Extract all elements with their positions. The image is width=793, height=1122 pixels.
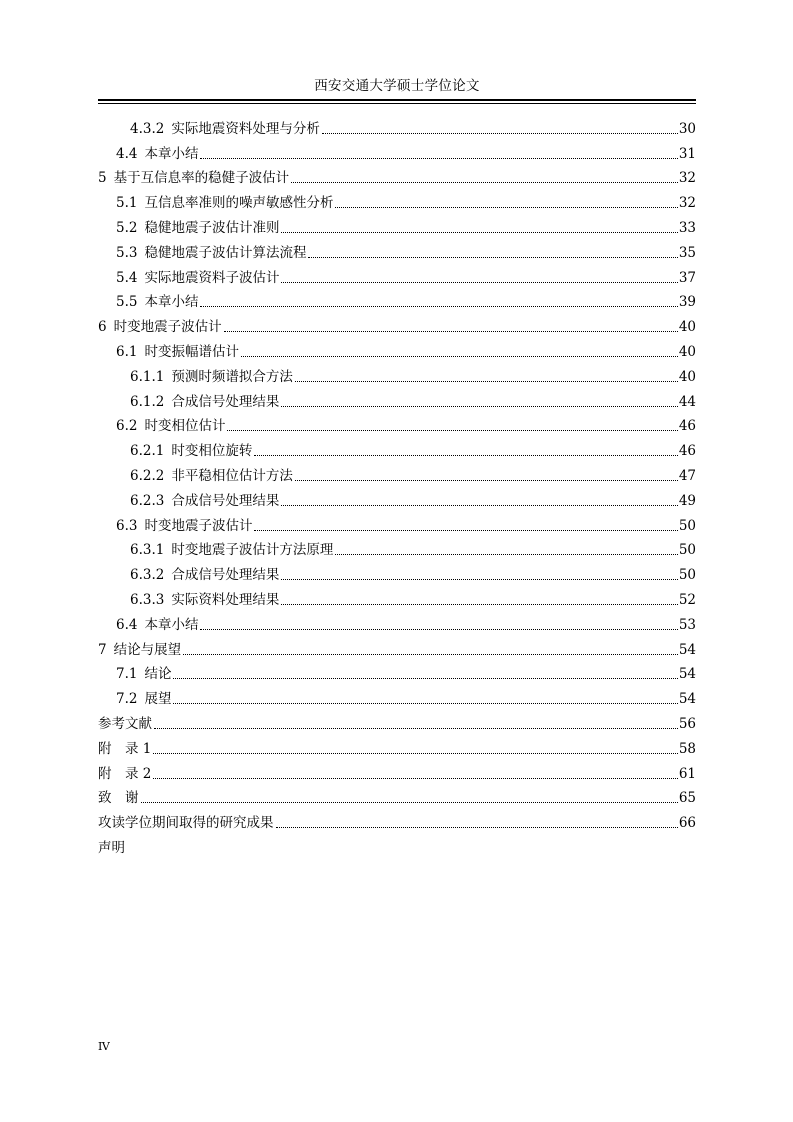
toc-entry-title: 攻读学位期间取得的研究成果 bbox=[98, 815, 274, 832]
table-of-contents bbox=[98, 113, 696, 857]
toc-entry-page: 35 bbox=[678, 244, 696, 261]
toc-entry-number: 5.1 bbox=[116, 195, 138, 212]
toc-entry[interactable] bbox=[98, 733, 696, 758]
toc-entry[interactable] bbox=[98, 435, 696, 460]
toc-dot-leader bbox=[281, 505, 677, 506]
toc-entry-title: 实际地震资料处理与分析 bbox=[171, 120, 320, 137]
page-header bbox=[98, 74, 696, 100]
toc-dot-leader bbox=[276, 827, 678, 828]
toc-dot-leader bbox=[141, 802, 678, 803]
toc-entry-number: 5.4 bbox=[116, 269, 138, 286]
toc-entry-title: 参考文献 bbox=[98, 715, 152, 732]
toc-entry-title: 合成信号处理结果 bbox=[171, 492, 280, 509]
toc-dot-leader bbox=[281, 232, 677, 233]
toc-entry-title: 合成信号处理结果 bbox=[171, 567, 280, 584]
toc-entry-page: 54 bbox=[678, 641, 696, 658]
toc-entry-number: 6.3.3 bbox=[130, 591, 165, 608]
toc-entry-page: 66 bbox=[678, 815, 696, 832]
toc-entry-title: 互信息率准则的噪声敏感性分析 bbox=[144, 195, 334, 212]
header-rule bbox=[98, 99, 696, 101]
toc-entry-page: 50 bbox=[678, 517, 696, 534]
toc-entry-title: 本章小结 bbox=[144, 145, 199, 162]
toc-entry[interactable] bbox=[98, 832, 696, 857]
toc-entry-page: 56 bbox=[678, 715, 696, 732]
toc-entry-title: 实际地震资料子波估计 bbox=[144, 269, 280, 286]
toc-entry-title: 附 录 2 bbox=[98, 765, 152, 782]
toc-dot-leader bbox=[295, 381, 678, 382]
toc-dot-leader bbox=[173, 703, 677, 704]
toc-entry-page: 46 bbox=[678, 443, 696, 460]
toc-entry[interactable] bbox=[98, 237, 696, 262]
toc-entry-page: 54 bbox=[678, 666, 696, 683]
toc-entry-title: 稳健地震子波估计算法流程 bbox=[144, 244, 307, 261]
toc-entry-title: 时变地震子波估计 bbox=[113, 319, 222, 336]
toc-dot-leader bbox=[173, 678, 677, 679]
toc-entry-number: 5.2 bbox=[116, 219, 138, 236]
toc-entry-title: 本章小结 bbox=[144, 616, 199, 633]
toc-entry-number: 6.2 bbox=[116, 418, 138, 435]
toc-entry-title: 附 录 1 bbox=[98, 740, 152, 757]
toc-entry-title: 展望 bbox=[144, 691, 172, 708]
toc-entry-number: 4.4 bbox=[116, 145, 138, 162]
toc-entry[interactable] bbox=[98, 783, 696, 808]
toc-entry-title: 合成信号处理结果 bbox=[171, 393, 280, 410]
toc-entry-page: 46 bbox=[678, 418, 696, 435]
toc-entry-page: 32 bbox=[678, 170, 696, 187]
toc-dot-leader bbox=[200, 306, 677, 307]
toc-entry-title: 结论 bbox=[144, 666, 172, 683]
toc-entry[interactable] bbox=[98, 386, 696, 411]
toc-entry[interactable] bbox=[98, 510, 696, 535]
toc-entry-page: 53 bbox=[678, 616, 696, 633]
toc-dot-leader bbox=[153, 753, 677, 754]
toc-entry-page: 50 bbox=[678, 542, 696, 559]
toc-entry-number: 6.1 bbox=[116, 343, 138, 360]
toc-entry[interactable] bbox=[98, 262, 696, 287]
toc-dot-leader bbox=[322, 133, 678, 134]
toc-entry[interactable] bbox=[98, 138, 696, 163]
toc-entry-number: 6.1.2 bbox=[130, 393, 165, 410]
toc-entry-number: 5.3 bbox=[116, 244, 138, 261]
toc-dot-leader bbox=[281, 604, 677, 605]
toc-entry[interactable] bbox=[98, 311, 696, 336]
toc-entry[interactable] bbox=[98, 287, 696, 312]
toc-entry-title: 时变相位估计 bbox=[144, 418, 226, 435]
toc-entry[interactable] bbox=[98, 683, 696, 708]
toc-entry[interactable] bbox=[98, 559, 696, 584]
toc-entry-title: 时变振幅谱估计 bbox=[144, 343, 239, 360]
toc-entry-number: 6 bbox=[98, 319, 107, 336]
toc-entry-title: 声明 bbox=[98, 839, 125, 856]
toc-entry[interactable] bbox=[98, 187, 696, 212]
toc-entry-title: 本章小结 bbox=[144, 294, 199, 311]
toc-entry[interactable] bbox=[98, 361, 696, 386]
toc-dot-leader bbox=[281, 579, 677, 580]
toc-entry-title: 实际资料处理结果 bbox=[171, 591, 280, 608]
toc-entry[interactable] bbox=[98, 758, 696, 783]
toc-dot-leader bbox=[308, 257, 677, 258]
toc-dot-leader bbox=[254, 530, 677, 531]
toc-entry[interactable] bbox=[98, 609, 696, 634]
toc-entry-page: 58 bbox=[678, 740, 696, 757]
toc-entry[interactable] bbox=[98, 584, 696, 609]
toc-entry-page: 44 bbox=[678, 393, 696, 410]
toc-entry-number: 6.2.2 bbox=[130, 467, 165, 484]
toc-entry[interactable] bbox=[98, 212, 696, 237]
toc-entry-number: 6.3.2 bbox=[130, 567, 165, 584]
toc-entry-page: 40 bbox=[678, 343, 696, 360]
toc-entry-title: 基于互信息率的稳健子波估计 bbox=[113, 170, 290, 187]
toc-entry-number: 6.2.3 bbox=[130, 492, 165, 509]
toc-entry-page: 39 bbox=[678, 294, 696, 311]
toc-dot-leader bbox=[335, 207, 677, 208]
toc-entry-page: 47 bbox=[678, 467, 696, 484]
toc-entry-number: 6.1.1 bbox=[130, 368, 165, 385]
toc-entry-title: 稳健地震子波估计准则 bbox=[144, 219, 280, 236]
toc-dot-leader bbox=[241, 356, 678, 357]
toc-entry-number: 7.1 bbox=[116, 666, 138, 683]
toc-entry-title: 结论与展望 bbox=[113, 641, 182, 658]
toc-entry-page: 65 bbox=[678, 790, 696, 807]
toc-entry-page: 31 bbox=[678, 145, 696, 162]
toc-entry-page: 37 bbox=[678, 269, 696, 286]
toc-entry-title: 时变地震子波估计方法原理 bbox=[171, 542, 334, 559]
toc-entry-page: 50 bbox=[678, 567, 696, 584]
toc-dot-leader bbox=[200, 158, 677, 159]
toc-entry-page: 33 bbox=[678, 219, 696, 236]
toc-dot-leader bbox=[200, 629, 677, 630]
toc-dot-leader bbox=[281, 282, 677, 283]
toc-entry[interactable] bbox=[98, 163, 696, 188]
toc-entry[interactable] bbox=[98, 411, 696, 436]
toc-entry-title: 致 谢 bbox=[98, 790, 139, 807]
toc-entry[interactable] bbox=[98, 634, 696, 659]
toc-dot-leader bbox=[153, 778, 677, 779]
toc-entry-page: 54 bbox=[678, 691, 696, 708]
toc-entry-title: 时变相位旋转 bbox=[171, 443, 253, 460]
toc-entry[interactable] bbox=[98, 708, 696, 733]
toc-entry-title: 时变地震子波估计 bbox=[144, 517, 253, 534]
toc-entry-page: 52 bbox=[678, 591, 696, 608]
toc-entry[interactable] bbox=[98, 535, 696, 560]
toc-entry[interactable] bbox=[98, 113, 696, 138]
toc-entry-page: 40 bbox=[678, 319, 696, 336]
toc-dot-leader bbox=[227, 430, 677, 431]
toc-entry-page: 30 bbox=[678, 120, 696, 137]
toc-entry-page: 32 bbox=[678, 195, 696, 212]
toc-entry-page: 61 bbox=[678, 765, 696, 782]
toc-entry[interactable] bbox=[98, 336, 696, 361]
toc-dot-leader bbox=[335, 554, 677, 555]
toc-entry[interactable] bbox=[98, 485, 696, 510]
toc-dot-leader bbox=[295, 480, 678, 481]
toc-entry[interactable] bbox=[98, 807, 696, 832]
page-number: IV bbox=[98, 1040, 110, 1053]
toc-entry-number: 7 bbox=[98, 641, 107, 658]
toc-entry-page: 40 bbox=[678, 368, 696, 385]
toc-entry-number: 7.2 bbox=[116, 691, 138, 708]
toc-dot-leader bbox=[281, 406, 677, 407]
toc-dot-leader bbox=[154, 728, 678, 729]
toc-entry-number: 6.4 bbox=[116, 616, 138, 633]
header-rule-thin bbox=[98, 103, 696, 104]
toc-entry[interactable] bbox=[98, 460, 696, 485]
toc-entry-number: 5.5 bbox=[116, 294, 138, 311]
toc-dot-leader bbox=[224, 331, 678, 332]
toc-entry[interactable] bbox=[98, 659, 696, 684]
toc-entry-number: 5 bbox=[98, 170, 107, 187]
header-title: 西安交通大学硕士学位论文 bbox=[314, 78, 480, 94]
toc-entry-page: 49 bbox=[678, 492, 696, 509]
toc-entry-number: 6.3.1 bbox=[130, 542, 165, 559]
toc-dot-leader bbox=[291, 182, 678, 183]
toc-entry-number: 6.3 bbox=[116, 517, 138, 534]
toc-entry-title: 非平稳相位估计方法 bbox=[171, 467, 293, 484]
toc-entry-number: 6.2.1 bbox=[130, 443, 165, 460]
toc-entry-number: 4.3.2 bbox=[130, 120, 165, 137]
toc-entry-title: 预测时频谱拟合方法 bbox=[171, 368, 293, 385]
toc-dot-leader bbox=[183, 654, 678, 655]
toc-dot-leader bbox=[254, 455, 677, 456]
